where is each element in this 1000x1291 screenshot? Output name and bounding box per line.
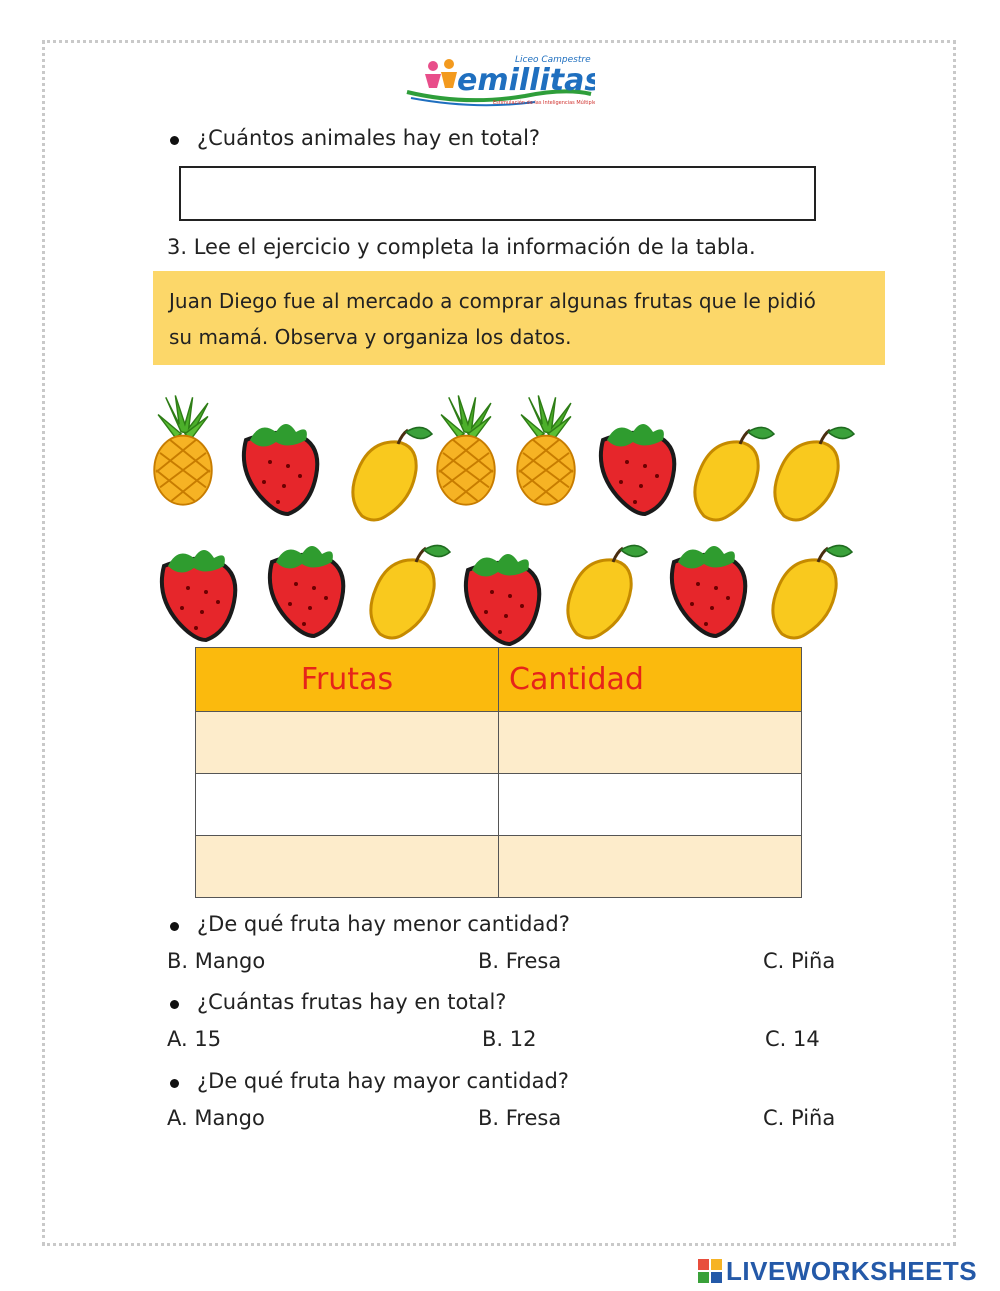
- strawberry-icon: [146, 536, 246, 646]
- liveworksheets-brand: [698, 1256, 977, 1286]
- q1-option-b[interactable]: B. Fresa: [478, 949, 562, 973]
- q3-option-c[interactable]: C. Piña: [763, 1106, 836, 1130]
- table-header-fruits: Frutas: [196, 648, 499, 712]
- question-animals: ¿Cuántos animales hay en total?: [197, 126, 541, 150]
- question-least-fruit: ¿De qué fruta hay menor cantidad?: [197, 912, 570, 936]
- strawberry-icon: [450, 540, 550, 650]
- question-most-fruit: ¿De qué fruta hay mayor cantidad?: [197, 1069, 569, 1093]
- bullet: [170, 1000, 179, 1009]
- table-cell-quantity-1[interactable]: [499, 712, 802, 774]
- story-box: [153, 271, 885, 365]
- table-header-quantity: Cantidad: [499, 648, 802, 712]
- question-total-fruits: ¿Cuántas frutas hay en total?: [197, 990, 507, 1014]
- bullet: [170, 136, 179, 145]
- table-cell-quantity-3[interactable]: [499, 836, 802, 898]
- table-cell-fruit-2[interactable]: [196, 774, 499, 836]
- section-3-title: 3. Lee el ejercicio y completa la información de la tabla.: [167, 235, 756, 259]
- q1-option-a[interactable]: B. Mango: [167, 949, 266, 973]
- mango-icon: [758, 536, 858, 646]
- table-cell-fruit-1[interactable]: [196, 712, 499, 774]
- bullet: [170, 922, 179, 931]
- school-logo: [405, 48, 595, 110]
- q3-option-a[interactable]: A. Mango: [167, 1106, 265, 1130]
- q3-option-b[interactable]: B. Fresa: [478, 1106, 562, 1130]
- q2-option-b[interactable]: B. 12: [482, 1027, 537, 1051]
- strawberry-icon: [585, 410, 685, 520]
- pineapple-icon: [500, 376, 592, 526]
- bullet: [170, 1079, 179, 1088]
- logo-name: emillitas: [457, 63, 595, 98]
- strawberry-icon: [228, 410, 328, 520]
- table-cell-fruit-3[interactable]: [196, 836, 499, 898]
- answer-input-animals[interactable]: [179, 166, 816, 221]
- pineapple-icon: [137, 376, 229, 526]
- story-line-2: su mamá. Observa y organiza los datos.: [169, 325, 572, 349]
- fruit-table: [195, 647, 802, 898]
- pineapple-icon: [420, 376, 512, 526]
- story-line-1: Juan Diego fue al mercado a comprar algunas frutas que le pidió: [169, 289, 816, 313]
- logo-top-text: Liceo Campestre: [515, 55, 591, 65]
- table-cell-quantity-2[interactable]: [499, 774, 802, 836]
- mango-icon: [760, 418, 860, 528]
- logo-tagline: Estimulación de las Inteligencias Múltiples: [493, 100, 595, 106]
- q2-option-a[interactable]: A. 15: [167, 1027, 222, 1051]
- mango-icon: [553, 536, 653, 646]
- q1-option-c[interactable]: C. Piña: [763, 949, 836, 973]
- mango-icon: [356, 536, 456, 646]
- strawberry-icon: [254, 532, 354, 642]
- strawberry-icon: [656, 532, 756, 642]
- liveworksheets-logo-icon: [698, 1259, 722, 1283]
- liveworksheets-text: LIVEWORKSHEETS: [726, 1255, 978, 1286]
- q2-option-c[interactable]: C. 14: [765, 1027, 820, 1051]
